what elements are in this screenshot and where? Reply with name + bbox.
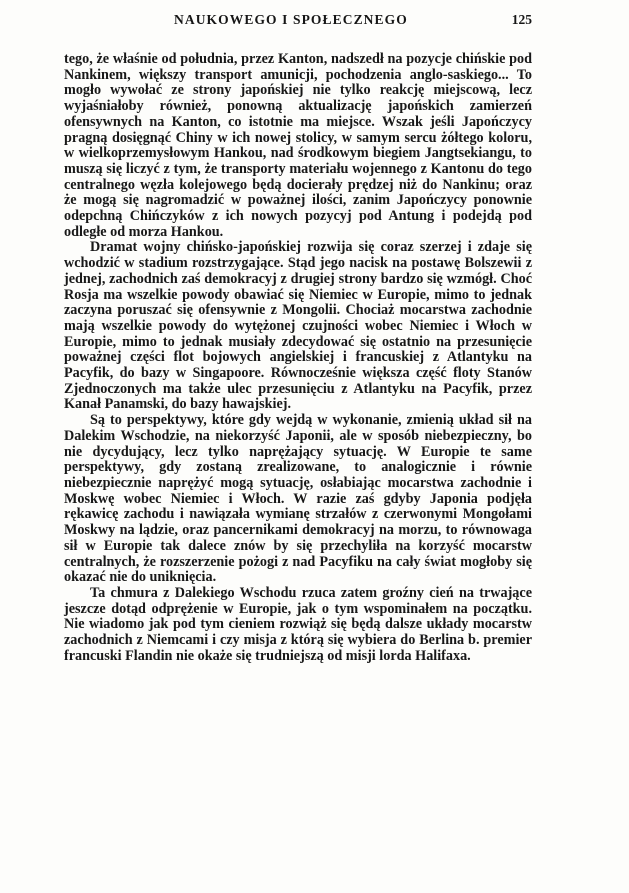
paragraph: Są to perspektywy, które gdy wejdą w wykonanie, zmienią układ sił na Dalekim Wschodzie, na niekorzyść Japonii, ale w sposób niebezpieczny, bo nie dycydujący, lecz tylko naprężający sytuację. W Europie te same perspektywy, gdy zostaną zrealizowane, to analogicznie i równie niebezpiecznie naprężyć mogą sytuację, osłabiając mocarstwa zachodnie i Moskwę wobec Niemiec i Włoch. W razie zaś gdyby Japonia podjęła rękawicę zachodu i nawiązała wymianę strzałów z czerwonymi Mongołami Moskwy na lądzie, oraz pancernikami demokracyj na morzu, to równowaga sił w Europie tak dalece znów by się przechyliła na korzyść mocarstw centralnych, że rozszerzenie pożogi z nad Pacyfiku na cały świat mogłoby się okazać nie do uniknięcia.: [64, 412, 532, 586]
paragraph: Dramat wojny chińsko-japońskiej rozwija się coraz szerzej i zdaje się wchodzić w stadium rozstrzygające. Stąd jego nacisk na postawę Bolszewii z jednej, zachodnich zaś demokracyj z drugiej strony bardzo się wzmógł. Choć Rosja ma wszelkie powody obawiać się Niemiec w Europie, mimo to jednak zaczyna poruszać się ofensywnie z Mongolii. Chociaż mocarstwa zachodnie mają wszelkie powody do wytężonej czujności wobec Niemiec i Włoch w Europie, mimo to jednak musiały zdecydować się ostatnio na przesunięcie poważnej części flot bojowych angielskiej i francuskiej z Atlantyku na Pacyfik, do bazy w Singapoore. Równocześnie większa część floty Stanów Zjednoczonych ma także ulec przesunięciu z Atlantyku na Pacyfik, przez Kanał Panamski, do bazy hawajskiej.: [64, 239, 532, 413]
paragraph-continued: tego, że właśnie od południa, przez Kanton, nadszedł na pozycje chińskie pod Nankinem, większy transport amunicji, pochodzenia anglo-saskiego... To mogło wywołać ze strony japońskiej nie tylko reakcję miejscową, lecz wyjaśniałoby również, ponowną aktualizację japońskich zamierzeń ofensywnych na Kanton, co istotnie ma miejsce. Wszak jeśli Japończycy pragną dosięgnąć Chiny w ich nowej stolicy, w samym sercu żółtego koloru, w wielkoprzemysłowym Hankou, nad środkowym biegiem Jangtsekiangu, to muszą się liczyć z tym, że transporty materiału wojennego z Kantonu do tego centralnego węzła kolejowego będą docierały prędzej niż do Nankinu; oraz że mogą się nagromadzić w poważnej ilości, zanim Japończycy ponownie odepchną Chińczyków z ich nowych pozycyj pod Antung i podejdą pod odległe od morza Hankou.: [64, 51, 532, 240]
body-text: [64, 52, 532, 664]
page-number: 125: [511, 12, 532, 27]
running-head: [64, 12, 532, 34]
paragraph: Ta chmura z Dalekiego Wschodu rzuca zatem groźny cień na trwające jeszcze dotąd odprężenie w Europie, jak o tym wspominałem na początku. Nie wiadomo jak pod tym cieniem rozwiąż się będą dalsze układy mocarstw zachodnich z Niemcami i czy misja z którą się wybiera do Berlina b. premier francuski Flandin nie okaże się trudniejszą od misji lorda Halifaxa.: [64, 584, 532, 664]
running-title: NAUKOWEGO I SPOŁECZNEGO: [174, 12, 408, 27]
